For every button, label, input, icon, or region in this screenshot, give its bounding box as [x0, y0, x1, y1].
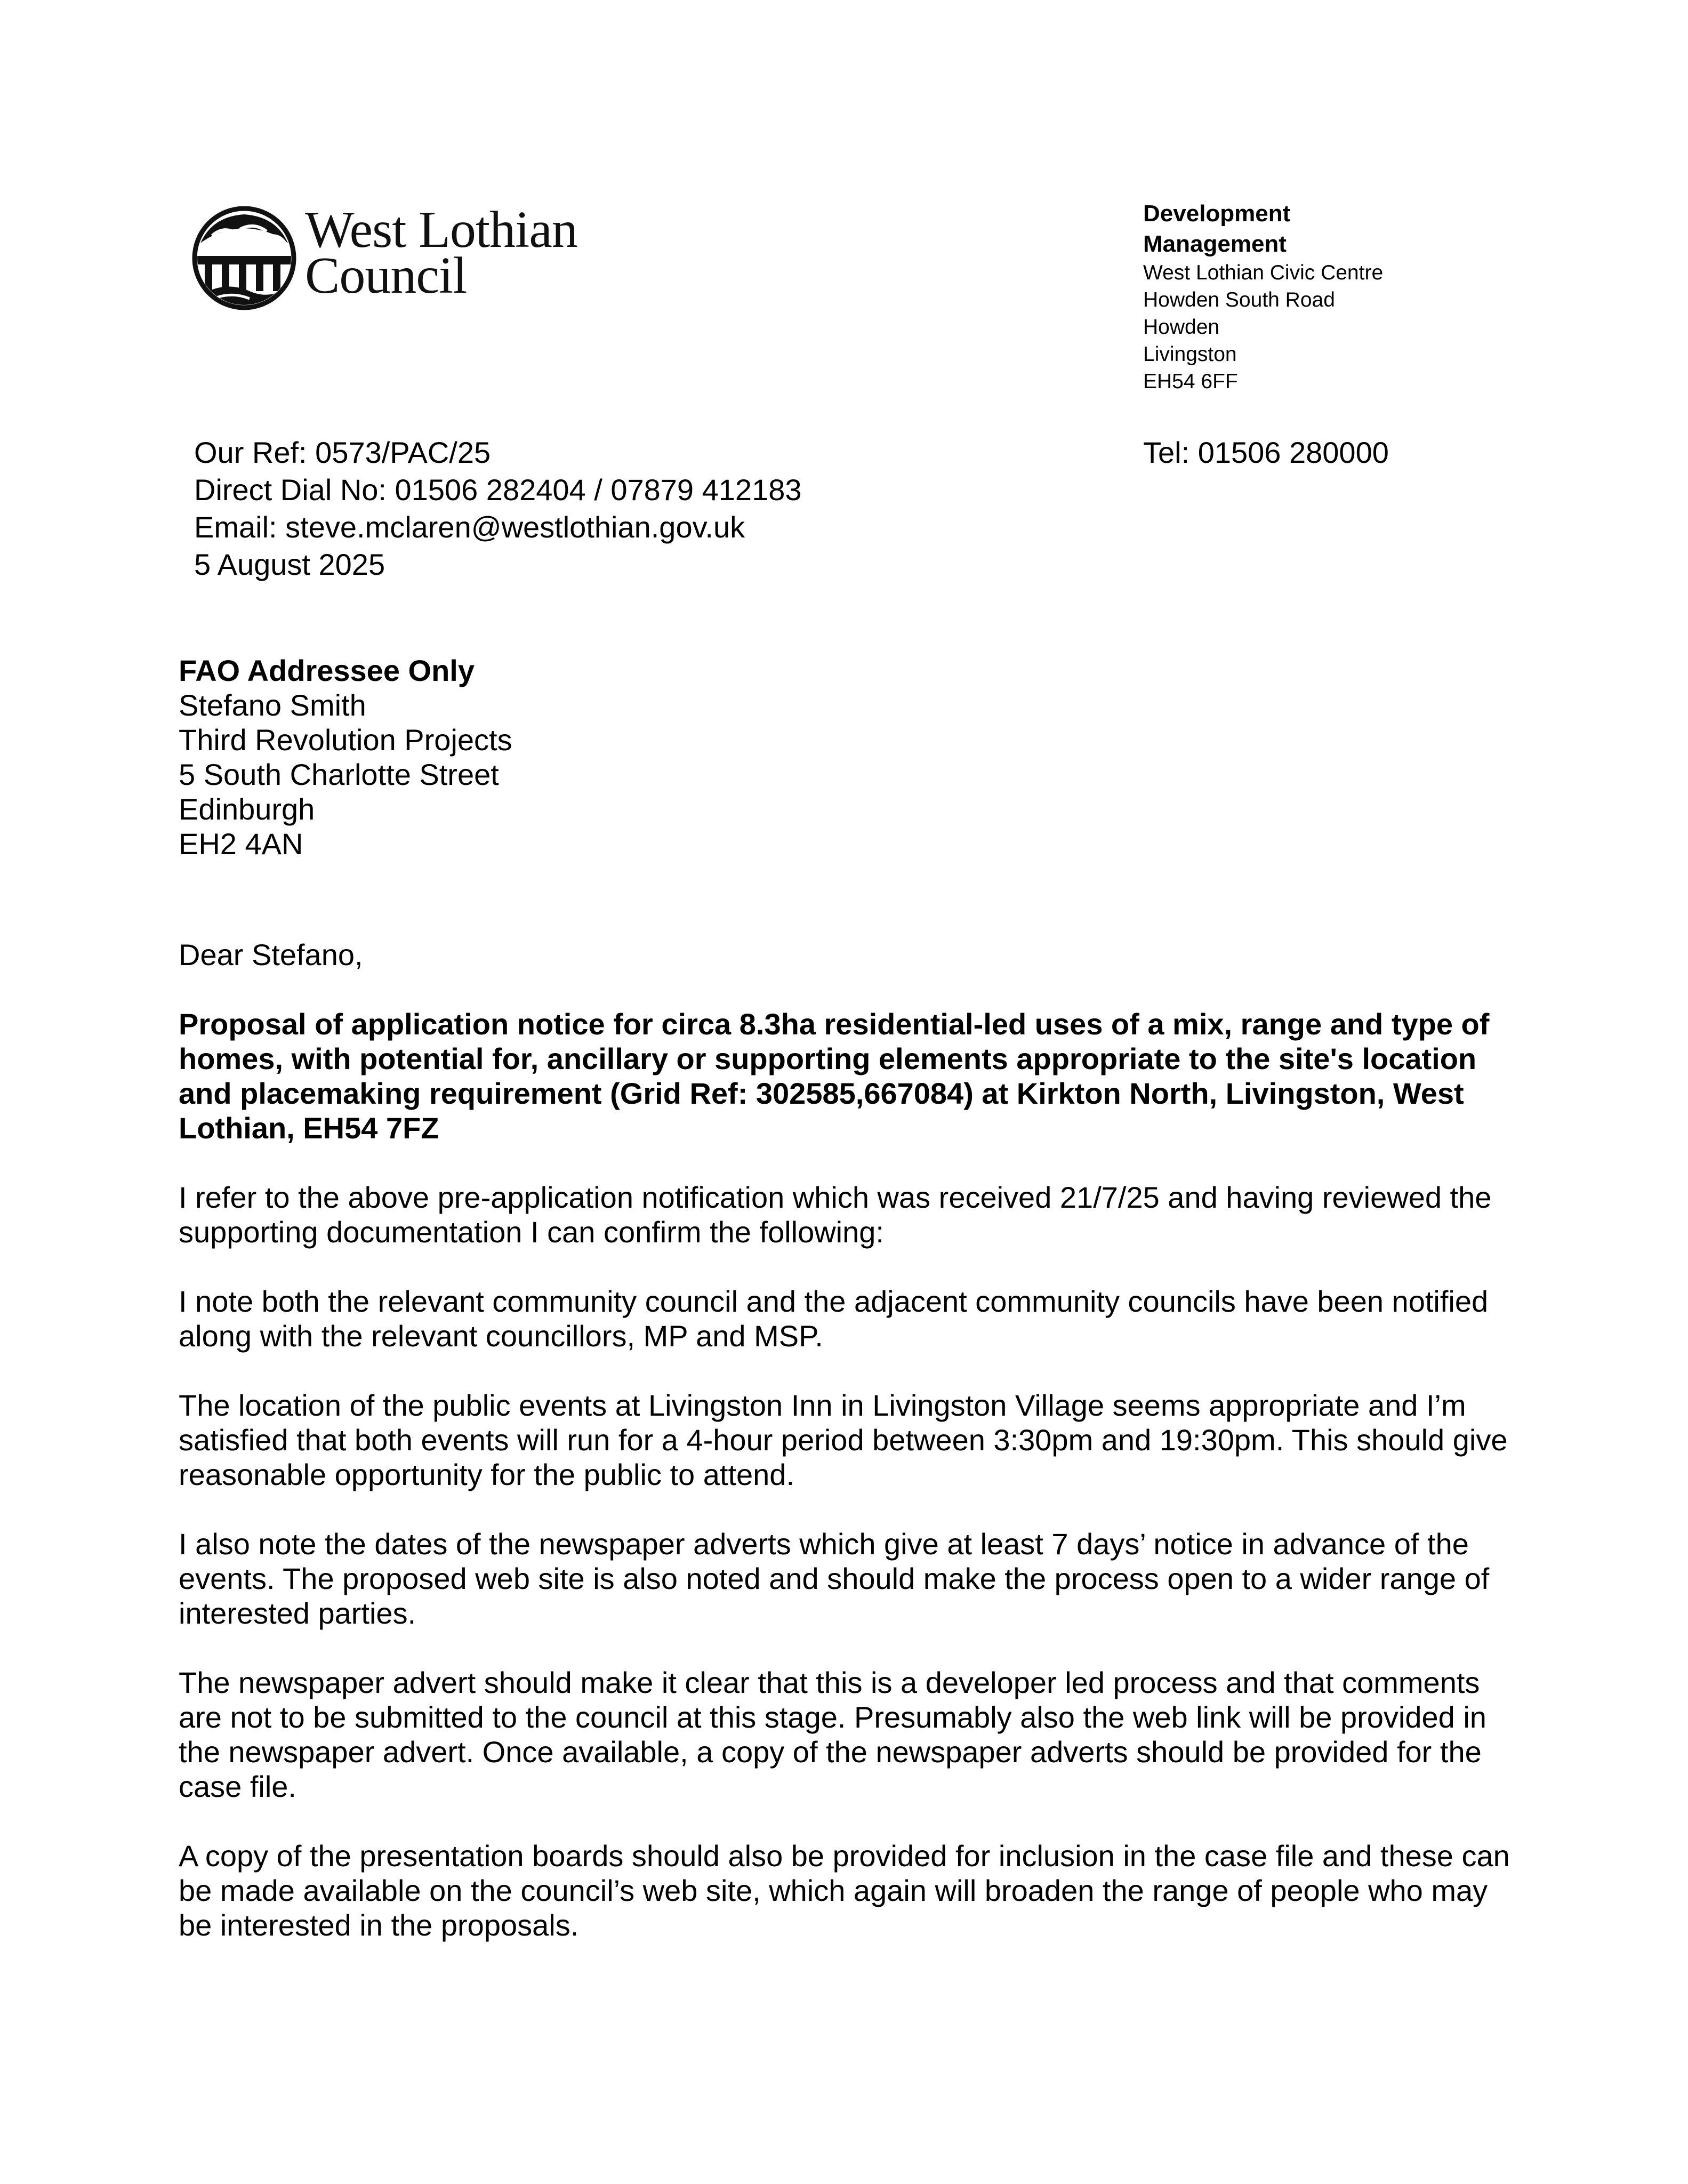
- recipient-line: Third Revolution Projects: [179, 723, 512, 757]
- direct-dial: Direct Dial No: 01506 282404 / 07879 412183: [194, 473, 802, 507]
- department-line-1: Development: [1143, 200, 1291, 227]
- subject-line: Proposal of application notice for circa 8.3ha residential-led uses of a mix, range and type of homes, with potential for, ancillary or supporting elements appropriate to the site's location and placemaking requirement (Grid Ref: 302585,667084) at Kirkton North, Livingston, West Lothian, EH54 7FZ: [179, 1007, 1490, 1145]
- address-line: EH54 6FF: [1143, 370, 1238, 393]
- address-line: Howden South Road: [1143, 288, 1335, 311]
- body-paragraph: I note both the relevant community council and the adjacent community councils have been notified along with the relevant councillors, MP and MSP.: [179, 1284, 1489, 1353]
- council-emblem-icon: [191, 205, 298, 311]
- recipient-line: Stefano Smith: [179, 688, 366, 722]
- telephone: Tel: 01506 280000: [1143, 436, 1389, 469]
- address-line: Livingston: [1143, 343, 1237, 366]
- reference-block: [194, 434, 802, 583]
- fao-line: FAO Addressee Only: [179, 654, 475, 687]
- body-paragraph: I also note the dates of the newspaper adverts which give at least 7 days’ notice in advance of the events. The proposed web site is also noted and should make the process open to a wider range of interested parties.: [179, 1527, 1490, 1630]
- our-ref: Our Ref: 0573/PAC/25: [194, 436, 491, 469]
- salutation: Dear Stefano,: [179, 938, 363, 971]
- department-line-2: Management: [1143, 231, 1287, 257]
- council-logo-text: [305, 201, 577, 304]
- body-paragraph: The location of the public events at Livingston Inn in Livingston Village seems appropriate and I’m satisfied that both events will run for a 4-hour period between 3:30pm and 19:30pm. This should give reasonable opportunity for the public to attend.: [179, 1388, 1508, 1491]
- recipient-line: 5 South Charlotte Street: [179, 758, 499, 791]
- letter-date: 5 August 2025: [194, 548, 385, 581]
- sender-address-block: [1143, 198, 1383, 395]
- logo-line-2: Council: [305, 247, 467, 304]
- logo-line-1: West Lothian: [305, 201, 577, 259]
- recipient-line: Edinburgh: [179, 792, 315, 826]
- body-paragraph: The newspaper advert should make it clear that this is a developer led process and that comments are not to be submitted to the council at this stage. Presumably also the web link will be provided in the newspaper advert. Once available, a copy of the newspaper adverts should be provided for the case file.: [179, 1666, 1486, 1803]
- email: Email: steve.mclaren@westlothian.gov.uk: [194, 510, 745, 544]
- recipient-line: EH2 4AN: [179, 827, 303, 861]
- address-line: Howden: [1143, 316, 1220, 339]
- letter-body: [179, 937, 1512, 1977]
- body-paragraph: I refer to the above pre-application notification which was received 21/7/25 and having reviewed the supporting documentation I can confirm the following:: [179, 1181, 1492, 1249]
- body-paragraph: A copy of the presentation boards should also be provided for inclusion in the case file and these can be made available on the council’s web site, which again will broaden the range of people who may be interested in the proposals.: [179, 1839, 1510, 1942]
- address-line: West Lothian Civic Centre: [1143, 261, 1384, 284]
- recipient-address-block: [179, 653, 512, 861]
